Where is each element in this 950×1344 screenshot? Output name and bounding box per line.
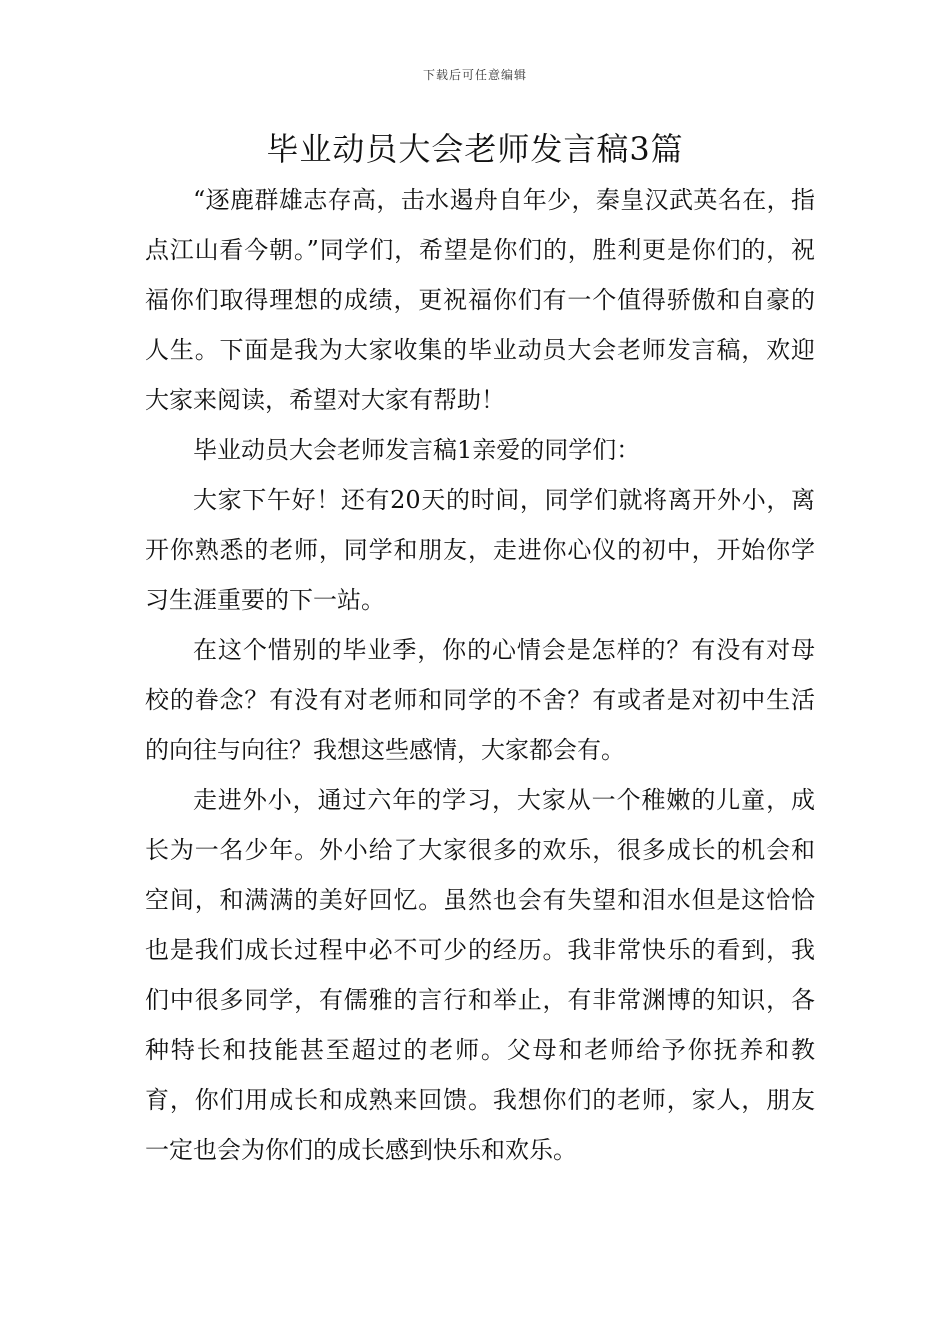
document-title: 毕业动员大会老师发言稿3篇 — [266, 130, 684, 168]
paragraph-farewell-feelings: 在这个惜别的毕业季，你的心情会是怎样的？有没有对母校的眷念？有没有对老师和同学的不舍？有或者是对初中生活的向往与向往？我想这些感情，大家都会有。 — [145, 636, 815, 764]
document-body — [145, 175, 815, 1175]
header-note: 下载后可任意编辑 — [422, 68, 527, 82]
paragraph-speech-heading: 毕业动员大会老师发言稿1亲爱的同学们： — [193, 436, 641, 464]
paragraph-greeting: 大家下午好！还有20天的时间，同学们就将离开外小，离开你熟悉的老师，同学和朋友，走进你心仪的初中，开始你学习生涯重要的下一站。 — [145, 486, 815, 614]
paragraph-intro: “逐鹿群雄志存高，击水遏舟自年少，秦皇汉武英名在，指点江山看今朝。”同学们，希望是你们的，胜利更是你们的，祝福你们取得理想的成绩，更祝福你们有一个值得骄傲和自豪的人生。下面是我为大家收集的毕业动员大会老师发言稿，欢迎大家来阅读，希望对大家有帮助！ — [145, 186, 815, 414]
paragraph-growth: 走进外小，通过六年的学习，大家从一个稚嫩的儿童，成长为一名少年。外小给了大家很多的欢乐，很多成长的机会和空间，和满满的美好回忆。虽然也会有失望和泪水但是这恰恰也是我们成长过程中必不可少的经历。我非常快乐的看到，我们中很多同学，有儒雅的言行和举止，有非常渊博的知识，各种特长和技能甚至超过的老师。父母和老师给予你抚养和教育，你们用成长和成熟来回馈。我想你们的老师，家人，朋友一定也会为你们的成长感到快乐和欢乐。 — [145, 786, 815, 1164]
